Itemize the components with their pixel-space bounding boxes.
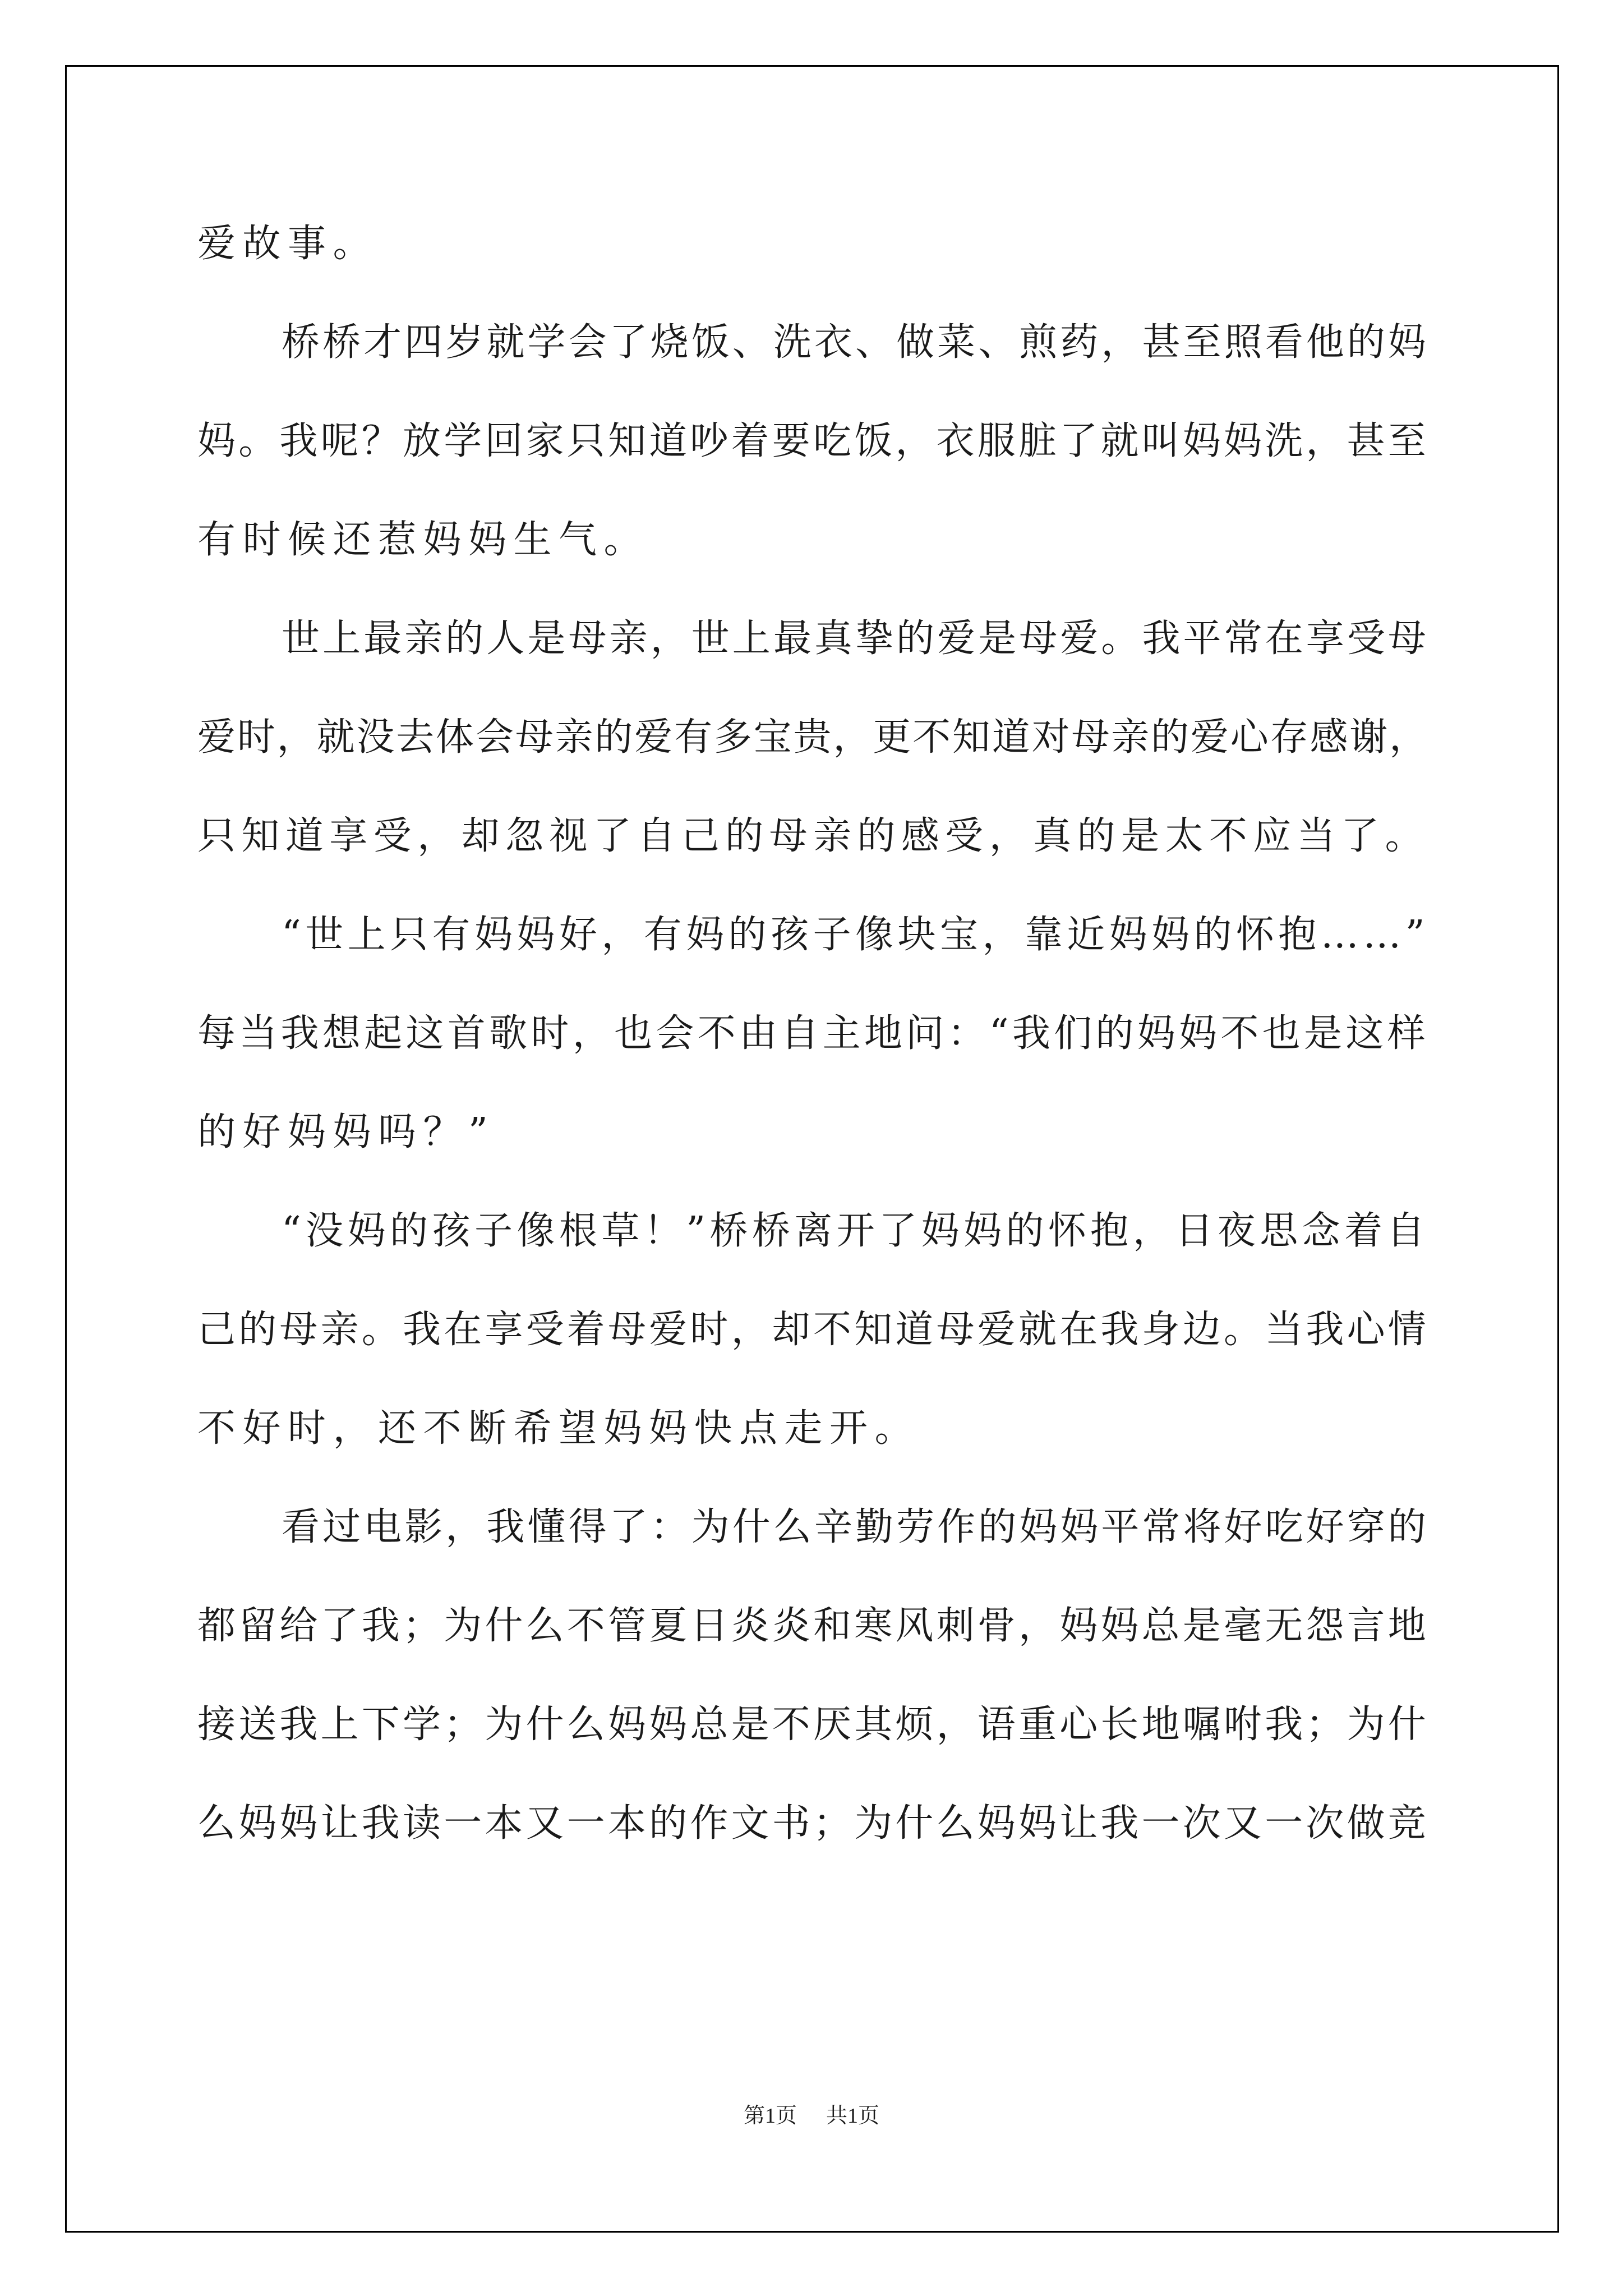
text-line: 只知道享受，却忽视了自己的母亲的感受，真的是太不应当了。	[197, 814, 1429, 858]
text-line: 接送我上下学；为什么妈妈总是不厌其烦，语重心长地嘱咐我；为什	[197, 1703, 1429, 1747]
page-number: 第1页	[743, 2104, 797, 2128]
text-line: 桥桥才四岁就学会了烧饭、洗衣、做菜、煎药，甚至照看他的妈	[282, 320, 1429, 365]
text-line: 世上最亲的人是母亲，世上最真挚的爱是母爱。我平常在享受母	[282, 616, 1429, 661]
text-line: 妈。我呢？放学回家只知道吵着要吃饭，衣服脏了就叫妈妈洗，甚至	[197, 419, 1429, 463]
page-footer	[0, 2102, 1623, 2129]
text-line: 不好时，还不断希望妈妈快点走开。	[197, 1406, 920, 1451]
text-line: 有时候还惹妈妈生气。	[197, 518, 649, 562]
text-line: 么妈妈让我读一本又一本的作文书；为什么妈妈让我一次又一次做竞	[197, 1801, 1429, 1846]
text-line: 的好妈妈吗？”	[197, 1110, 495, 1154]
text-line: 爱时，就没去体会母亲的爱有多宝贵，更不知道对母亲的爱心存感谢，	[197, 715, 1429, 760]
text-line: 看过电影，我懂得了：为什么辛勤劳作的妈妈平常将好吃好穿的	[282, 1505, 1429, 1549]
text-line: 都留给了我；为什么不管夏日炎炎和寒风刺骨，妈妈总是毫无怨言地	[197, 1604, 1429, 1648]
page-total: 共1页	[826, 2104, 880, 2128]
text-line: “没妈的孩子像根草！”桥桥离开了妈妈的怀抱，日夜思念着自	[282, 1209, 1429, 1253]
text-line: “世上只有妈妈好，有妈的孩子像块宝，靠近妈妈的怀抱……”	[282, 913, 1429, 957]
text-line: 爱故事。	[197, 222, 379, 266]
text-line: 己的母亲。我在享受着母爱时，却不知道母爱就在我身边。当我心情	[197, 1308, 1429, 1352]
text-line: 每当我想起这首歌时，也会不由自主地问：“我们的妈妈不也是这样	[197, 1011, 1429, 1056]
